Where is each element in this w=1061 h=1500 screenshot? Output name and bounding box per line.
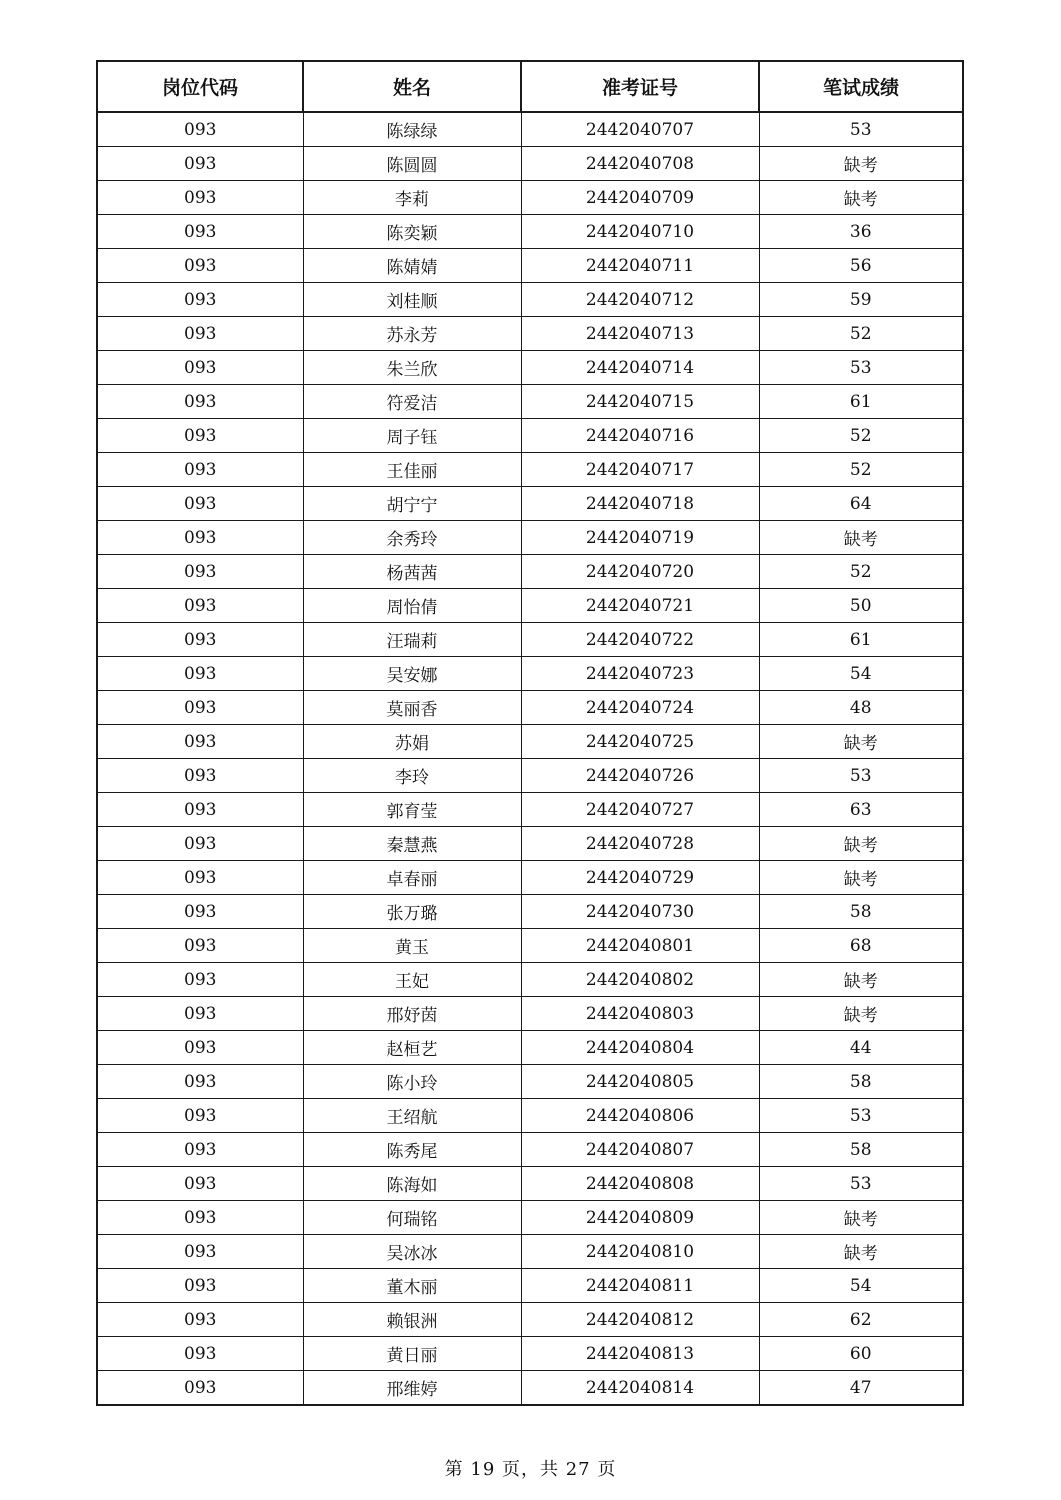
position-code-cell: 093 [97, 895, 303, 929]
name-cell: 邢维婷 [303, 1371, 521, 1406]
table-row [97, 1371, 963, 1406]
table-row [97, 589, 963, 623]
table-row [97, 861, 963, 895]
name-cell: 邢妤茵 [303, 997, 521, 1031]
table-row [97, 1201, 963, 1235]
position-code-cell: 093 [97, 963, 303, 997]
table-header-row [97, 61, 963, 112]
name-cell: 陈小玲 [303, 1065, 521, 1099]
position-code-cell: 093 [97, 1235, 303, 1269]
name-cell: 周子钰 [303, 419, 521, 453]
score-cell: 缺考 [759, 1201, 963, 1235]
table-row [97, 181, 963, 215]
ticket-number-cell: 2442040710 [521, 215, 759, 249]
ticket-number-cell: 2442040810 [521, 1235, 759, 1269]
ticket-number-cell: 2442040726 [521, 759, 759, 793]
table-row [97, 963, 963, 997]
position-code-cell: 093 [97, 929, 303, 963]
header-written-score: 笔试成绩 [759, 61, 963, 112]
table-row [97, 997, 963, 1031]
position-code-cell: 093 [97, 487, 303, 521]
position-code-cell: 093 [97, 419, 303, 453]
ticket-number-cell: 2442040721 [521, 589, 759, 623]
ticket-number-cell: 2442040716 [521, 419, 759, 453]
ticket-number-cell: 2442040712 [521, 283, 759, 317]
name-cell: 黄日丽 [303, 1337, 521, 1371]
score-cell: 53 [759, 1099, 963, 1133]
score-cell: 缺考 [759, 1235, 963, 1269]
name-cell: 吴冰冰 [303, 1235, 521, 1269]
table-row [97, 895, 963, 929]
ticket-number-cell: 2442040805 [521, 1065, 759, 1099]
position-code-cell: 093 [97, 1269, 303, 1303]
position-code-cell: 093 [97, 453, 303, 487]
score-cell: 52 [759, 453, 963, 487]
position-code-cell: 093 [97, 249, 303, 283]
score-cell: 61 [759, 623, 963, 657]
name-cell: 陈海如 [303, 1167, 521, 1201]
table-row [97, 249, 963, 283]
name-cell: 李莉 [303, 181, 521, 215]
ticket-number-cell: 2442040802 [521, 963, 759, 997]
score-cell: 缺考 [759, 181, 963, 215]
ticket-number-cell: 2442040713 [521, 317, 759, 351]
score-cell: 60 [759, 1337, 963, 1371]
ticket-number-cell: 2442040724 [521, 691, 759, 725]
table-row [97, 1099, 963, 1133]
score-cell: 62 [759, 1303, 963, 1337]
table-row [97, 1133, 963, 1167]
score-cell: 48 [759, 691, 963, 725]
table-row [97, 1269, 963, 1303]
position-code-cell: 093 [97, 555, 303, 589]
position-code-cell: 093 [97, 385, 303, 419]
ticket-number-cell: 2442040801 [521, 929, 759, 963]
ticket-number-cell: 2442040814 [521, 1371, 759, 1406]
table-row [97, 1065, 963, 1099]
score-cell: 缺考 [759, 963, 963, 997]
ticket-number-cell: 2442040725 [521, 725, 759, 759]
position-code-cell: 093 [97, 827, 303, 861]
ticket-number-cell: 2442040728 [521, 827, 759, 861]
score-cell: 47 [759, 1371, 963, 1406]
name-cell: 刘桂顺 [303, 283, 521, 317]
table-row [97, 147, 963, 181]
name-cell: 陈婧婧 [303, 249, 521, 283]
score-cell: 58 [759, 1133, 963, 1167]
position-code-cell: 093 [97, 1099, 303, 1133]
ticket-number-cell: 2442040723 [521, 657, 759, 691]
table-row [97, 759, 963, 793]
name-cell: 杨茜茜 [303, 555, 521, 589]
ticket-number-cell: 2442040715 [521, 385, 759, 419]
score-cell: 54 [759, 657, 963, 691]
position-code-cell: 093 [97, 589, 303, 623]
table-row [97, 793, 963, 827]
name-cell: 符爱洁 [303, 385, 521, 419]
page-number: 第 19 页，共 27 页 [444, 1459, 617, 1480]
position-code-cell: 093 [97, 112, 303, 147]
position-code-cell: 093 [97, 181, 303, 215]
header-ticket-number: 准考证号 [521, 61, 759, 112]
position-code-cell: 093 [97, 1133, 303, 1167]
ticket-number-cell: 2442040722 [521, 623, 759, 657]
table-body [97, 112, 963, 1405]
ticket-number-cell: 2442040808 [521, 1167, 759, 1201]
score-cell: 56 [759, 249, 963, 283]
ticket-number-cell: 2442040714 [521, 351, 759, 385]
table-row [97, 351, 963, 385]
score-cell: 52 [759, 317, 963, 351]
score-cell: 缺考 [759, 521, 963, 555]
name-cell: 苏永芳 [303, 317, 521, 351]
ticket-number-cell: 2442040707 [521, 112, 759, 147]
exam-results-table [96, 60, 964, 1406]
table-row [97, 929, 963, 963]
table-row [97, 1167, 963, 1201]
table-row [97, 725, 963, 759]
name-cell: 李玲 [303, 759, 521, 793]
name-cell: 黄玉 [303, 929, 521, 963]
score-cell: 61 [759, 385, 963, 419]
name-cell: 朱兰欣 [303, 351, 521, 385]
score-cell: 59 [759, 283, 963, 317]
position-code-cell: 093 [97, 725, 303, 759]
header-position-code: 岗位代码 [97, 61, 303, 112]
name-cell: 余秀玲 [303, 521, 521, 555]
score-cell: 缺考 [759, 725, 963, 759]
name-cell: 王佳丽 [303, 453, 521, 487]
score-cell: 缺考 [759, 997, 963, 1031]
table-row [97, 112, 963, 147]
ticket-number-cell: 2442040729 [521, 861, 759, 895]
name-cell: 莫丽香 [303, 691, 521, 725]
score-cell: 58 [759, 1065, 963, 1099]
ticket-number-cell: 2442040708 [521, 147, 759, 181]
ticket-number-cell: 2442040804 [521, 1031, 759, 1065]
ticket-number-cell: 2442040717 [521, 453, 759, 487]
name-cell: 周怡倩 [303, 589, 521, 623]
name-cell: 董木丽 [303, 1269, 521, 1303]
position-code-cell: 093 [97, 1167, 303, 1201]
table-row [97, 487, 963, 521]
score-cell: 53 [759, 759, 963, 793]
position-code-cell: 093 [97, 283, 303, 317]
name-cell: 陈圆圆 [303, 147, 521, 181]
table-row [97, 1235, 963, 1269]
ticket-number-cell: 2442040720 [521, 555, 759, 589]
position-code-cell: 093 [97, 147, 303, 181]
position-code-cell: 093 [97, 793, 303, 827]
table-row [97, 623, 963, 657]
ticket-number-cell: 2442040730 [521, 895, 759, 929]
name-cell: 秦慧燕 [303, 827, 521, 861]
name-cell: 陈秀尾 [303, 1133, 521, 1167]
position-code-cell: 093 [97, 1031, 303, 1065]
table-row [97, 555, 963, 589]
score-cell: 缺考 [759, 147, 963, 181]
name-cell: 汪瑞莉 [303, 623, 521, 657]
score-cell: 36 [759, 215, 963, 249]
ticket-number-cell: 2442040803 [521, 997, 759, 1031]
score-cell: 58 [759, 895, 963, 929]
name-cell: 卓春丽 [303, 861, 521, 895]
table-row [97, 1337, 963, 1371]
position-code-cell: 093 [97, 691, 303, 725]
score-cell: 52 [759, 419, 963, 453]
table-row [97, 1031, 963, 1065]
header-name: 姓名 [303, 61, 521, 112]
position-code-cell: 093 [97, 623, 303, 657]
score-cell: 53 [759, 112, 963, 147]
ticket-number-cell: 2442040811 [521, 1269, 759, 1303]
table-row [97, 317, 963, 351]
position-code-cell: 093 [97, 1065, 303, 1099]
name-cell: 赖银洲 [303, 1303, 521, 1337]
score-cell: 68 [759, 929, 963, 963]
score-cell: 63 [759, 793, 963, 827]
ticket-number-cell: 2442040809 [521, 1201, 759, 1235]
table-row [97, 419, 963, 453]
position-code-cell: 093 [97, 997, 303, 1031]
ticket-number-cell: 2442040807 [521, 1133, 759, 1167]
score-cell: 50 [759, 589, 963, 623]
score-cell: 缺考 [759, 827, 963, 861]
position-code-cell: 093 [97, 861, 303, 895]
name-cell: 郭育莹 [303, 793, 521, 827]
table-row [97, 521, 963, 555]
ticket-number-cell: 2442040711 [521, 249, 759, 283]
ticket-number-cell: 2442040718 [521, 487, 759, 521]
name-cell: 王绍航 [303, 1099, 521, 1133]
score-cell: 44 [759, 1031, 963, 1065]
name-cell: 苏娟 [303, 725, 521, 759]
position-code-cell: 093 [97, 1371, 303, 1406]
name-cell: 陈绿绿 [303, 112, 521, 147]
name-cell: 赵桓艺 [303, 1031, 521, 1065]
ticket-number-cell: 2442040812 [521, 1303, 759, 1337]
position-code-cell: 093 [97, 215, 303, 249]
table-row [97, 1303, 963, 1337]
table-row [97, 215, 963, 249]
position-code-cell: 093 [97, 759, 303, 793]
ticket-number-cell: 2442040727 [521, 793, 759, 827]
position-code-cell: 093 [97, 657, 303, 691]
ticket-number-cell: 2442040806 [521, 1099, 759, 1133]
name-cell: 吴安娜 [303, 657, 521, 691]
table-row [97, 827, 963, 861]
position-code-cell: 093 [97, 1303, 303, 1337]
position-code-cell: 093 [97, 351, 303, 385]
name-cell: 何瑞铭 [303, 1201, 521, 1235]
position-code-cell: 093 [97, 1201, 303, 1235]
score-cell: 53 [759, 1167, 963, 1201]
score-cell: 54 [759, 1269, 963, 1303]
position-code-cell: 093 [97, 1337, 303, 1371]
table-row [97, 283, 963, 317]
score-cell: 64 [759, 487, 963, 521]
position-code-cell: 093 [97, 317, 303, 351]
name-cell: 张万璐 [303, 895, 521, 929]
ticket-number-cell: 2442040709 [521, 181, 759, 215]
name-cell: 陈奕颖 [303, 215, 521, 249]
score-cell: 53 [759, 351, 963, 385]
table-row [97, 453, 963, 487]
name-cell: 胡宁宁 [303, 487, 521, 521]
table-row [97, 385, 963, 419]
table-row [97, 691, 963, 725]
position-code-cell: 093 [97, 521, 303, 555]
score-cell: 52 [759, 555, 963, 589]
ticket-number-cell: 2442040719 [521, 521, 759, 555]
name-cell: 王妃 [303, 963, 521, 997]
score-cell: 缺考 [759, 861, 963, 895]
table-row [97, 657, 963, 691]
ticket-number-cell: 2442040813 [521, 1337, 759, 1371]
